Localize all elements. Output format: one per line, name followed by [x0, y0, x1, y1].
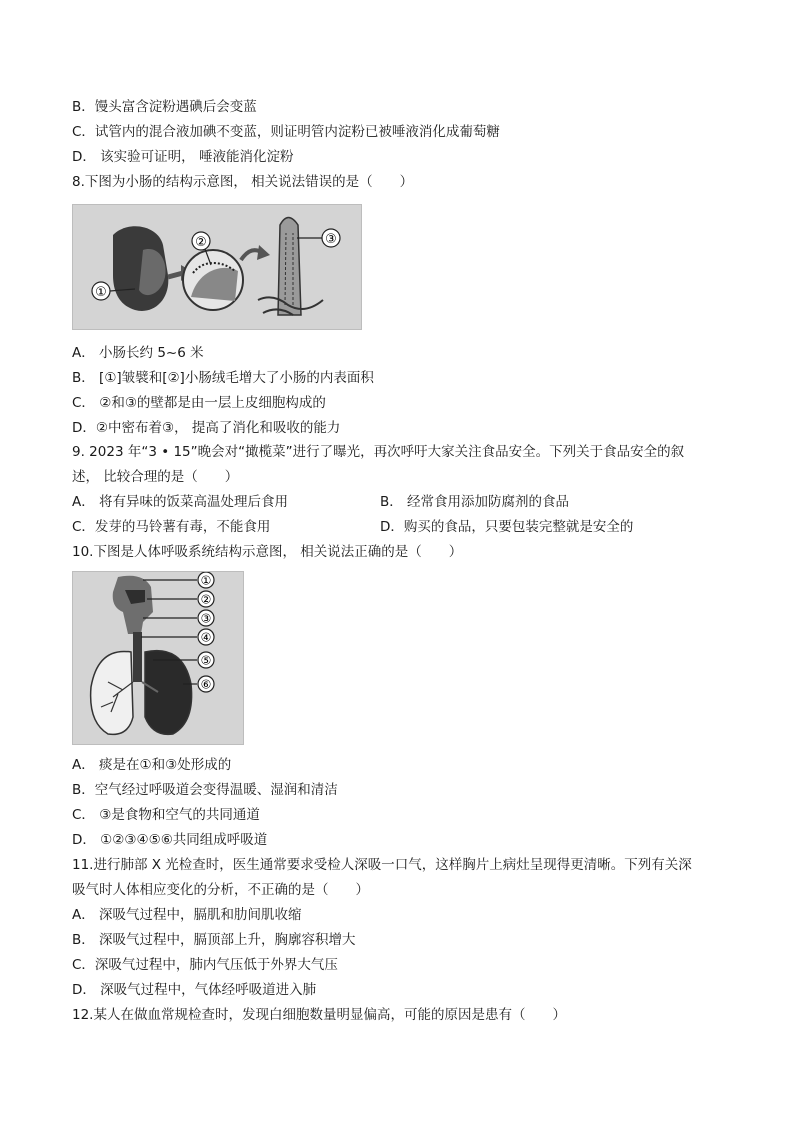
arrow-2-head: [257, 245, 270, 260]
q8-option-b: B． [①]皱襞和[②]小肠绒毛增大了小肠的内表面积: [72, 370, 374, 386]
small-intestine-diagram: [73, 205, 361, 329]
q11-stem-line-2: 吸气时人体相应变化的分析，不正确的是（ ）: [72, 882, 369, 898]
figure-label-2: ②: [195, 235, 207, 250]
q10-option-a: A． 痰是在①和③处形成的: [72, 757, 232, 773]
q9-option-a: A． 将有异味的饭菜高温处理后食用: [72, 494, 289, 510]
figure-label-2: ②: [200, 592, 212, 607]
q9-stem-line-1: 9. 2023 年“3 • 15”晚会对“撖榄菜”进行了曝光，再次呼吁大家关注食品安全。下列关于食品安全的叙: [72, 444, 685, 460]
q7-option-d: D． 该实验可证明， 唾液能消化淀粉: [72, 149, 294, 165]
q10-option-c: C． ③是食物和空气的共同通道: [72, 807, 260, 823]
q12-stem: 12.某人在做血常规检查时，发现白细胞数量明显偏高，可能的原因是患有（ ）: [72, 1007, 566, 1023]
figure-label-1: ①: [95, 285, 107, 300]
head-profile-shape: [113, 576, 153, 634]
q11-option-b: B． 深吸气过程中，膈顶部上升，胸廓容积增大: [72, 932, 356, 948]
q8-option-d: D．②中密布着③， 提高了消化和吸收的能力: [72, 420, 341, 436]
respiratory-system-diagram: [73, 572, 243, 744]
figure-label-3: ③: [325, 232, 337, 247]
left-lung-shape: [91, 651, 133, 734]
figure-label-1: ①: [200, 573, 212, 588]
q11-option-d: D． 深吸气过程中，气体经呼吸道进入肺: [72, 982, 317, 998]
q8-option-c: C． ②和③的壁都是由一层上皮细胞构成的: [72, 395, 326, 411]
arrow-1-shape: [168, 273, 183, 277]
q9-option-b: B． 经常食用添加防腐剂的食品: [380, 494, 570, 510]
right-lung-shape: [145, 651, 192, 735]
figure-label-5: ⑤: [200, 653, 212, 668]
q10-option-b: B．空气经过呼吸道会变得温暖、湿润和清洁: [72, 782, 338, 798]
q8-stem: 8.下图为小肠的结构示意图， 相关说法错误的是（ ）: [72, 174, 414, 190]
q10-stem: 10.下图是人体呼吸系统结构示意图， 相关说法正确的是（ ）: [72, 544, 463, 560]
q9-stem-line-2: 述， 比较合理的是（ ）: [72, 469, 239, 485]
q11-option-c: C．深吸气过程中，肺内气压低于外界大气压: [72, 957, 338, 973]
small-intestine-figure: [72, 204, 362, 330]
respiratory-system-figure: [72, 571, 244, 745]
figure-label-3: ③: [200, 611, 212, 626]
q10-option-d: D． ①②③④⑤⑥共同组成呼吸道: [72, 832, 268, 848]
q9-option-c: C．发芽的马铃薯有毒，不能食用: [72, 519, 271, 535]
q11-option-a: A． 深吸气过程中，膈肌和肋间肌收缩: [72, 907, 302, 923]
q7-option-c: C．试管内的混合液加碘不变蓝，则证明管内淀粉已被唾液消化成葡萄糖: [72, 124, 500, 140]
q8-option-a: A． 小肠长约 5~6 米: [72, 345, 204, 361]
figure-label-4: ④: [200, 630, 212, 645]
q9-option-d: D．购买的食品，只要包装完整就是安全的: [380, 519, 634, 535]
figure-label-6: ⑥: [200, 677, 212, 692]
q11-stem-line-1: 11.进行肺部 X 光检查时，医生通常要求受检人深吸一口气，这样胸片上病灶呈现得更清晰。下列有关深: [72, 857, 692, 873]
trachea-shape: [133, 632, 142, 682]
q7-option-b: B．馒头富含淀粉遇碘后会变蓝: [72, 99, 257, 115]
